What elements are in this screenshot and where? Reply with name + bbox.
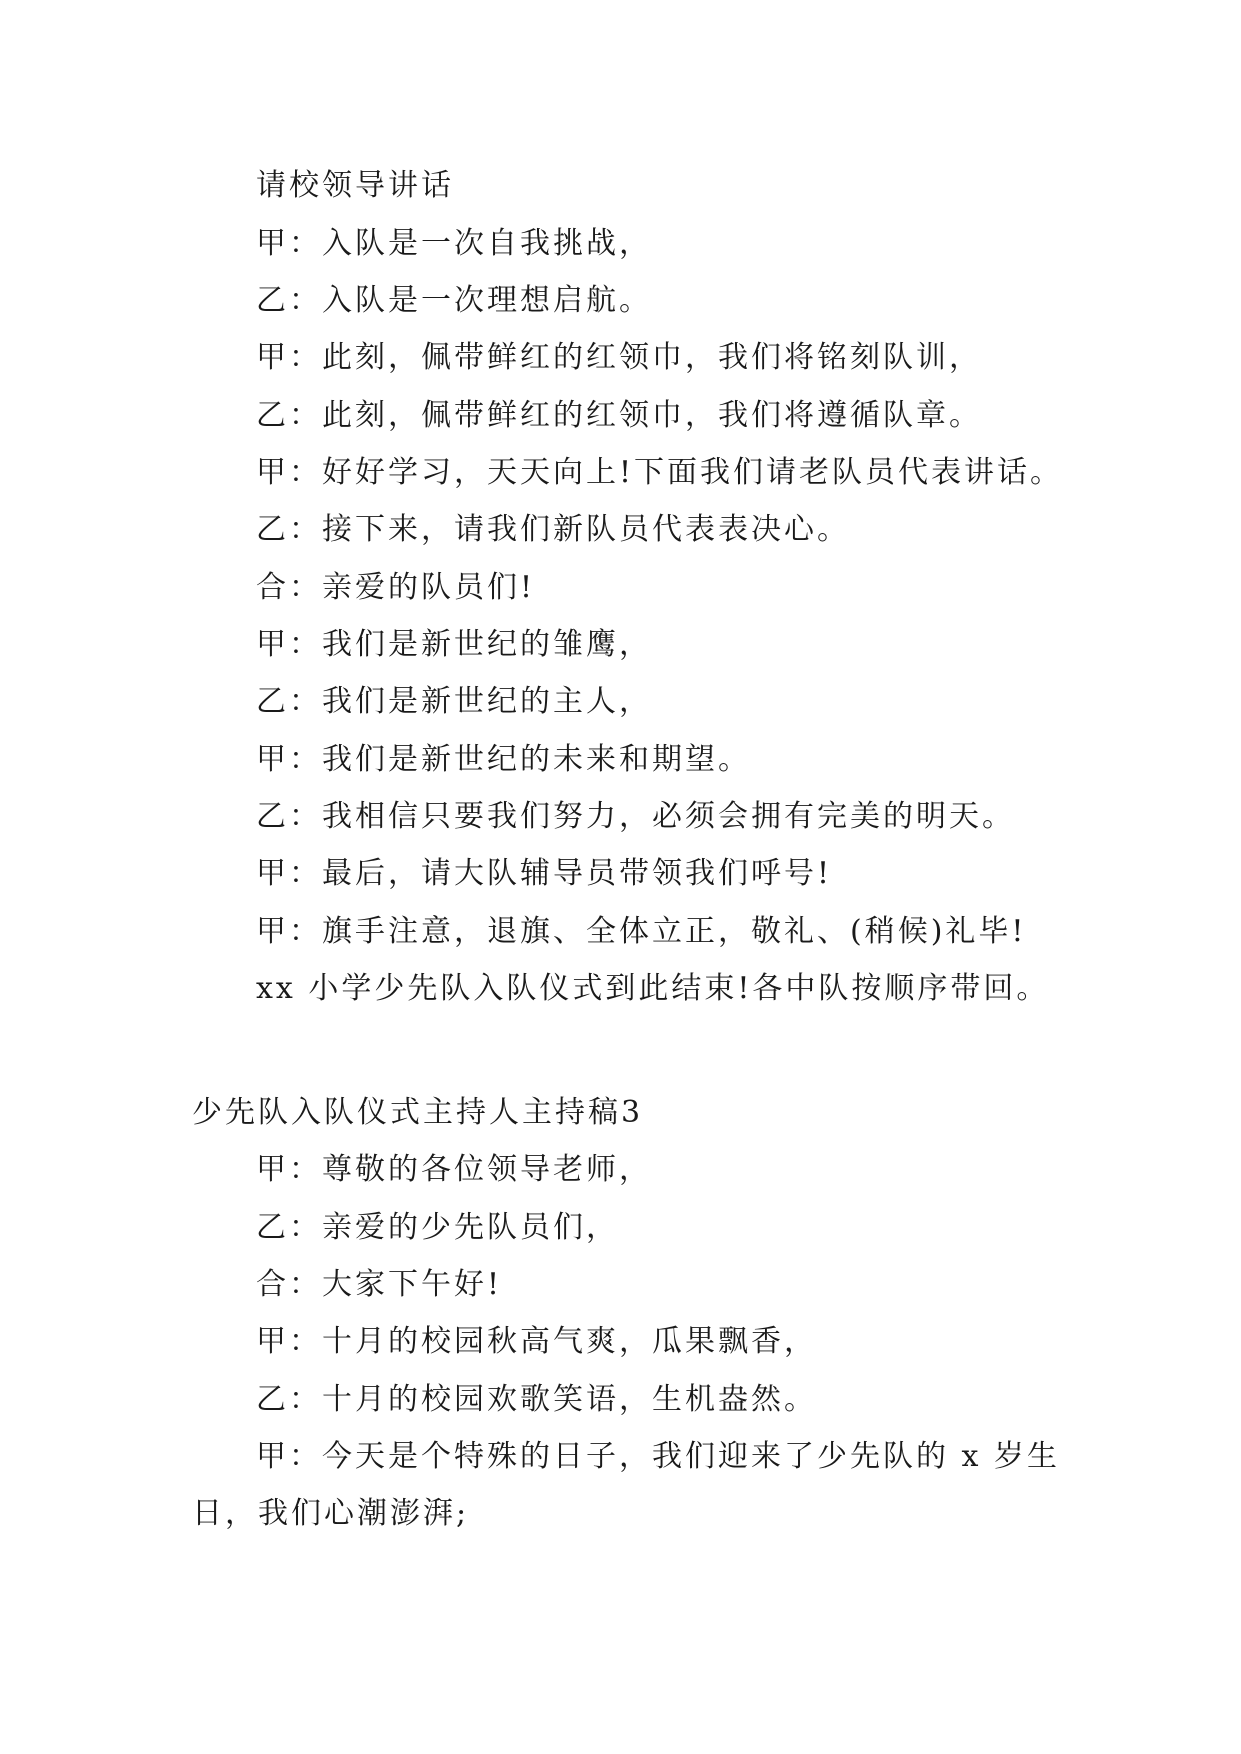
- text-line: 乙：接下来，请我们新队员代表表决心。: [256, 512, 850, 547]
- text-line: 甲：入队是一次自我挑战，: [256, 226, 652, 261]
- text-line: 甲：此刻，佩带鲜红的红领巾，我们将铭刻队训，: [256, 340, 982, 375]
- text-line: 乙：十月的校园欢歌笑语，生机盎然。: [256, 1382, 817, 1417]
- text-line: 乙：我相信只要我们努力，必须会拥有完美的明天。: [256, 799, 1015, 834]
- text-line: 乙：我们是新世纪的主人，: [256, 684, 652, 719]
- text-line: 甲：我们是新世纪的雏鹰，: [256, 627, 652, 662]
- text-line: 合：亲爱的队员们!: [256, 570, 536, 605]
- text-line: 甲：最后，请大队辅导员带领我们呼号!: [256, 856, 833, 891]
- text-line: 甲：十月的校园秋高气爽，瓜果飘香，: [256, 1324, 817, 1359]
- text-line: 甲：好好学习，天天向上!下面我们请老队员代表讲话。: [256, 455, 1064, 490]
- text-line: 乙：亲爱的少先队员们，: [256, 1210, 619, 1245]
- section-heading: 少先队入队仪式主持人主持稿3: [192, 1095, 644, 1130]
- text-line: 合：大家下午好!: [256, 1267, 503, 1302]
- text-line: 乙：此刻，佩带鲜红的红领巾，我们将遵循队章。: [256, 398, 982, 433]
- text-line: 甲：尊敬的各位领导老师，: [256, 1152, 652, 1187]
- text-line: 甲：我们是新世纪的未来和期望。: [256, 742, 751, 777]
- text-line: 乙：入队是一次理想启航。: [256, 283, 652, 318]
- text-line: 甲：旗手注意，退旗、全体立正，敬礼、(稍候)礼毕!: [256, 914, 1027, 949]
- text-line: 甲：今天是个特殊的日子，我们迎来了少先队的 x 岁生: [256, 1439, 1060, 1474]
- text-line: xx 小学少先队入队仪式到此结束!各中队按顺序带回。: [256, 971, 1050, 1006]
- text-line: 日，我们心潮澎湃;: [192, 1496, 470, 1531]
- text-line: 请校领导讲话: [256, 168, 454, 203]
